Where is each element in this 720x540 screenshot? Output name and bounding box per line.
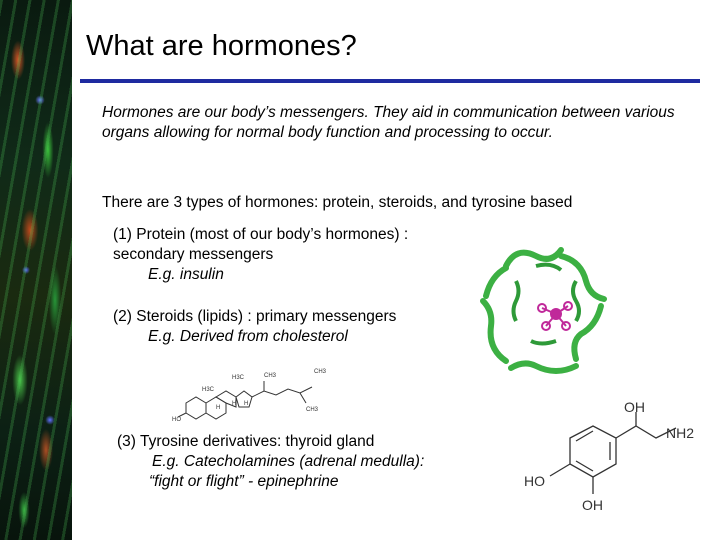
chol-h3c-1: H3C xyxy=(202,387,215,393)
epi-oh-bottom: OH xyxy=(582,497,603,513)
chol-h3: H xyxy=(244,401,249,407)
types-line: There are 3 types of hormones: protein, steroids, and tyrosine based xyxy=(102,194,573,211)
tyrosine-example: E.g. Catecholamines (adrenal medulla): xyxy=(152,453,425,470)
chol-h2: H xyxy=(232,401,237,407)
protein-line1: (1) Protein (most of our body’s hormones) : xyxy=(113,226,409,243)
chol-h1: H xyxy=(216,405,221,411)
intro-text: Hormones are our body’s messengers. They aid in communication between various organs allowing for normal body function and processing to occur. xyxy=(102,104,675,141)
hormone-type-tyrosine xyxy=(117,432,424,492)
epinephrine-structure-image xyxy=(518,396,704,516)
slide-title: What are hormones? xyxy=(86,30,357,62)
epi-oh-top: OH xyxy=(624,399,645,415)
hormone-type-protein xyxy=(113,225,408,285)
chol-h3c-2: H3C xyxy=(232,375,245,381)
cholesterol-structure-image xyxy=(172,355,344,425)
insulin-protein-image xyxy=(476,236,616,386)
title-underline xyxy=(80,79,700,83)
protein-example: E.g. insulin xyxy=(148,266,224,283)
epi-nh2: NH2 xyxy=(666,425,695,441)
chol-ch3-1: CH3 xyxy=(314,369,327,375)
steroids-line1: (2) Steroids (lipids) : primary messengers xyxy=(113,308,397,325)
tyrosine-example2: “fight or flight” - epinephrine xyxy=(149,473,339,490)
chol-ch3-2: CH3 xyxy=(306,407,319,413)
chol-ho: HO xyxy=(172,417,181,423)
epi-ho: HO xyxy=(524,473,545,489)
cell-micrograph-image xyxy=(0,0,72,540)
tyrosine-line1: (3) Tyrosine derivatives: thyroid gland xyxy=(117,433,375,450)
protein-line2: secondary messengers xyxy=(113,246,274,263)
chol-ch3-3: CH3 xyxy=(264,373,277,379)
hormone-type-steroids xyxy=(113,307,396,347)
steroids-example: E.g. Derived from cholesterol xyxy=(148,328,348,345)
